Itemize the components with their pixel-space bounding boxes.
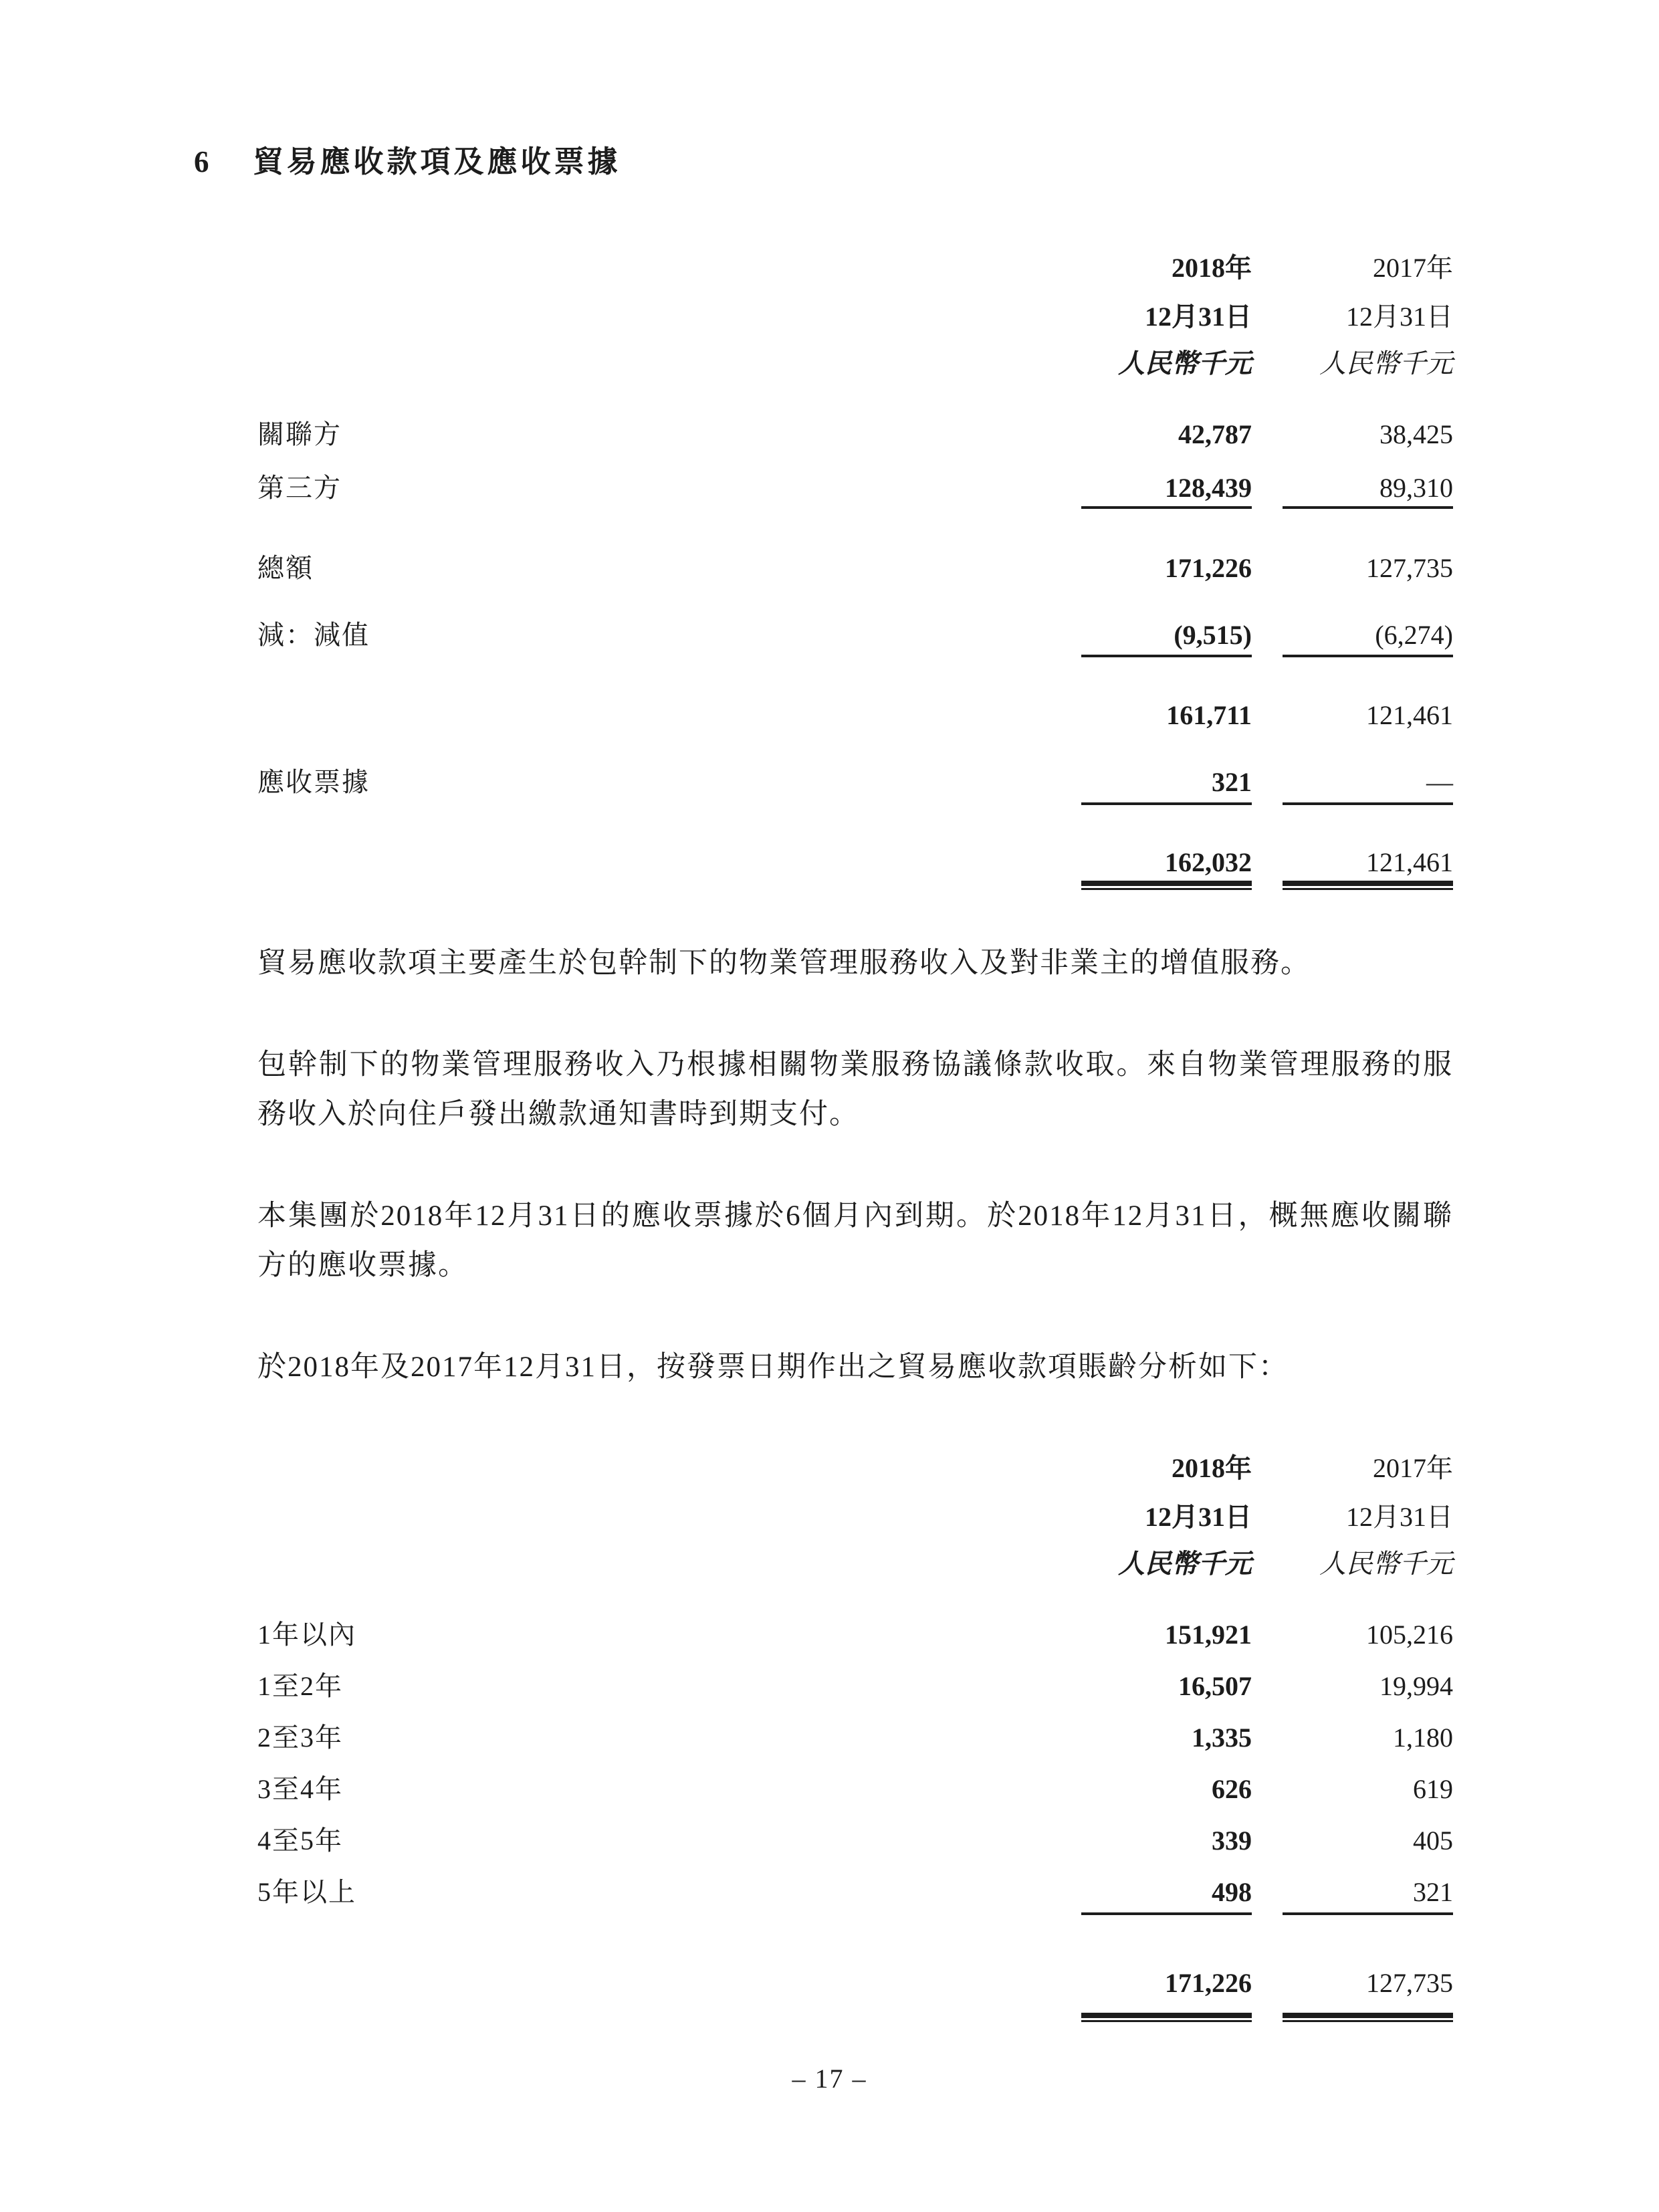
table2-header-year (257, 1452, 1453, 1484)
value-2017: 89,310 (1379, 473, 1453, 503)
value-2017: (6,274) (1375, 620, 1453, 650)
table-row (257, 1622, 1453, 1648)
value-2017: 405 (1413, 1826, 1453, 1856)
value-2018: 339 (1212, 1826, 1252, 1856)
table2-col-2018-unit: 人民幣千元 (1118, 1549, 1252, 1579)
page-number: – 17 – (792, 2064, 867, 2094)
table2-col-2018-year: 2018年 (1172, 1453, 1252, 1483)
ageing-analysis-table (0, 1452, 1659, 2022)
row-label (257, 702, 1081, 729)
paragraph: 包幹制下的物業管理服務收入乃根據相關物業服務協議條款收取。來自物業管理服務的服務收入於向住戶發出繳款通知書時到期支付。 (257, 1049, 1453, 1130)
row-label (257, 849, 1081, 876)
table-row (257, 555, 1453, 582)
single-rule (257, 506, 1453, 509)
table2-col-2018-date: 12月31日 (1145, 1502, 1252, 1532)
value-2018: 128,439 (1165, 473, 1252, 503)
table-row (257, 1673, 1453, 1700)
page-title: 貿易應收款項及應收票據 (253, 145, 621, 179)
value-2018: 626 (1212, 1774, 1252, 1804)
table1-header-year (257, 252, 1453, 284)
row-label: 2至3年 (257, 1723, 343, 1753)
row-label: 關聯方 (257, 419, 342, 449)
section-number: 6 (194, 145, 209, 179)
table1-col-2018-date: 12月31日 (1145, 302, 1252, 332)
table1-col-2018-year: 2018年 (1172, 253, 1252, 283)
value-2018: 162,032 (1165, 847, 1252, 877)
value-2017: 321 (1413, 1877, 1453, 1907)
table-row (257, 702, 1453, 729)
row-label: 4至5年 (257, 1826, 343, 1856)
value-2018: (9,515) (1174, 620, 1252, 650)
table-row (257, 769, 1453, 796)
value-2018: 42,787 (1178, 419, 1252, 449)
row-label (257, 1970, 1081, 1997)
value-2018: 161,711 (1166, 700, 1252, 730)
table2-col-2017-year: 2017年 (1373, 1453, 1453, 1483)
trade-receivables-table (0, 252, 1659, 890)
value-2017: 121,461 (1366, 847, 1453, 877)
single-rule (257, 655, 1453, 657)
double-rule (257, 881, 1453, 890)
value-2017: 121,461 (1366, 700, 1453, 730)
table-row (257, 1725, 1453, 1751)
value-2017: 38,425 (1379, 419, 1453, 449)
row-label: 總額 (257, 553, 314, 583)
single-rule (257, 802, 1453, 805)
section-heading (0, 0, 1659, 178)
table-row (257, 475, 1453, 502)
row-label: 3至4年 (257, 1774, 343, 1804)
row-label: 第三方 (257, 473, 342, 503)
table-row (257, 622, 1453, 649)
table2-col-2017-date: 12月31日 (1346, 1502, 1453, 1532)
value-2018: 151,921 (1165, 1620, 1252, 1650)
table2-header-unit (257, 1548, 1453, 1580)
notes-text (0, 939, 1659, 1392)
value-2018: 1,335 (1192, 1723, 1252, 1753)
value-2018: 171,226 (1165, 553, 1252, 583)
row-label: 5年以上 (257, 1877, 356, 1907)
value-2017: 127,735 (1366, 553, 1453, 583)
paragraph: 本集團於2018年12月31日的應收票據於6個月內到期。於2018年12月31日，概無應收關聯方的應收票據。 (257, 1200, 1453, 1281)
row-label: 1年以內 (257, 1620, 356, 1650)
table2-col-2017-unit: 人民幣千元 (1319, 1549, 1453, 1579)
value-2017: — (1426, 767, 1453, 797)
value-2017: 19,994 (1379, 1671, 1453, 1701)
table-row (257, 1970, 1453, 1997)
single-rule (257, 1912, 1453, 1915)
value-2017: 105,216 (1366, 1620, 1453, 1650)
paragraph: 貿易應收款項主要產生於包幹制下的物業管理服務收入及對非業主的增值服務。 (257, 948, 1311, 979)
table1-header-date (257, 301, 1453, 333)
value-2018: 321 (1212, 767, 1252, 797)
value-2018: 16,507 (1178, 1671, 1252, 1701)
table-row (257, 1776, 1453, 1803)
table2-header-date (257, 1501, 1453, 1533)
value-2018: 171,226 (1165, 1968, 1252, 1998)
value-2017: 1,180 (1393, 1723, 1453, 1753)
row-label: 應收票據 (257, 767, 370, 797)
table1-header-unit (257, 348, 1453, 380)
table-row (257, 1879, 1453, 1906)
value-2018: 498 (1212, 1877, 1252, 1907)
table1-col-2017-year: 2017年 (1373, 253, 1453, 283)
value-2017: 127,735 (1366, 1968, 1453, 1998)
paragraph: 於2018年及2017年12月31日，按發票日期作出之貿易應收款項賬齡分析如下： (257, 1351, 1289, 1383)
table-row (257, 1828, 1453, 1854)
table1-col-2017-date: 12月31日 (1346, 302, 1453, 332)
value-2017: 619 (1413, 1774, 1453, 1804)
row-label: 1至2年 (257, 1671, 343, 1701)
table1-col-2018-unit: 人民幣千元 (1118, 348, 1252, 378)
table-row (257, 849, 1453, 876)
table1-col-2017-unit: 人民幣千元 (1319, 348, 1453, 378)
table-row (257, 421, 1453, 448)
row-label: 減：減值 (257, 620, 370, 650)
double-rule (257, 2013, 1453, 2022)
